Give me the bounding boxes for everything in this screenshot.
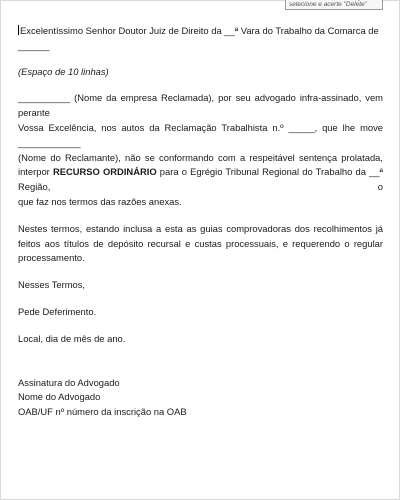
text-cursor <box>18 25 19 35</box>
paragraph-1-line-5: que faz nos termos das razões anexas. <box>18 195 182 207</box>
hint-instruction: selecione e acerte "Delete" <box>289 1 367 8</box>
heading-text: Excelentíssimo Senhor Doutor Juiz de Direito da __ª Vara do Trabalho da Comarca de ______ <box>18 25 379 51</box>
recurso-ordinario-bold: RECURSO ORDINÁRIO <box>52 166 157 178</box>
paragraph-1-line-3: (Nome do Reclamante), não se conformando com a respeitável sentença prolatada, <box>18 151 383 163</box>
paragraph-2: Nestes termos, estando inclusa a esta as guias comprovadoras dos recolhimentos já feitos aos títulos de depósito recursal e custas processuais, e requerendo o regular processamento. <box>18 222 383 264</box>
lawyer-name-line: Nome do Advogado <box>18 391 101 403</box>
paragraph-1-line-1: __________ (Nome da empresa Reclamada), por seu advogado infra-assinado, vem perante <box>18 92 383 119</box>
place-date-line: Local, dia de mês de ano. <box>18 332 126 344</box>
oab-line: OAB/UF nº número da inscrição na OAB <box>18 406 187 418</box>
blank-company-name: __________ <box>18 92 71 104</box>
paragraph-1-line-2: Vossa Excelência, nos autos da Reclamação Trabalhista n.º _____, que lhe move ____________ <box>18 121 383 148</box>
closing-nesses-termos: Nesses Termos, <box>18 279 86 291</box>
signature-line: Assinatura do Advogado <box>18 376 120 388</box>
instruction-hint-box <box>285 0 383 10</box>
closing-pede-deferimento: Pede Deferimento. <box>18 305 97 317</box>
space-note: (Espaço de 10 linhas) <box>18 65 109 77</box>
heading-line <box>18 24 383 54</box>
paragraph-1-line-4: interpor RECURSO ORDINÁRIO para o Egrégio Tribunal Regional do Trabalho da __ª Região, o <box>18 166 383 193</box>
document-body[interactable] <box>18 24 383 420</box>
